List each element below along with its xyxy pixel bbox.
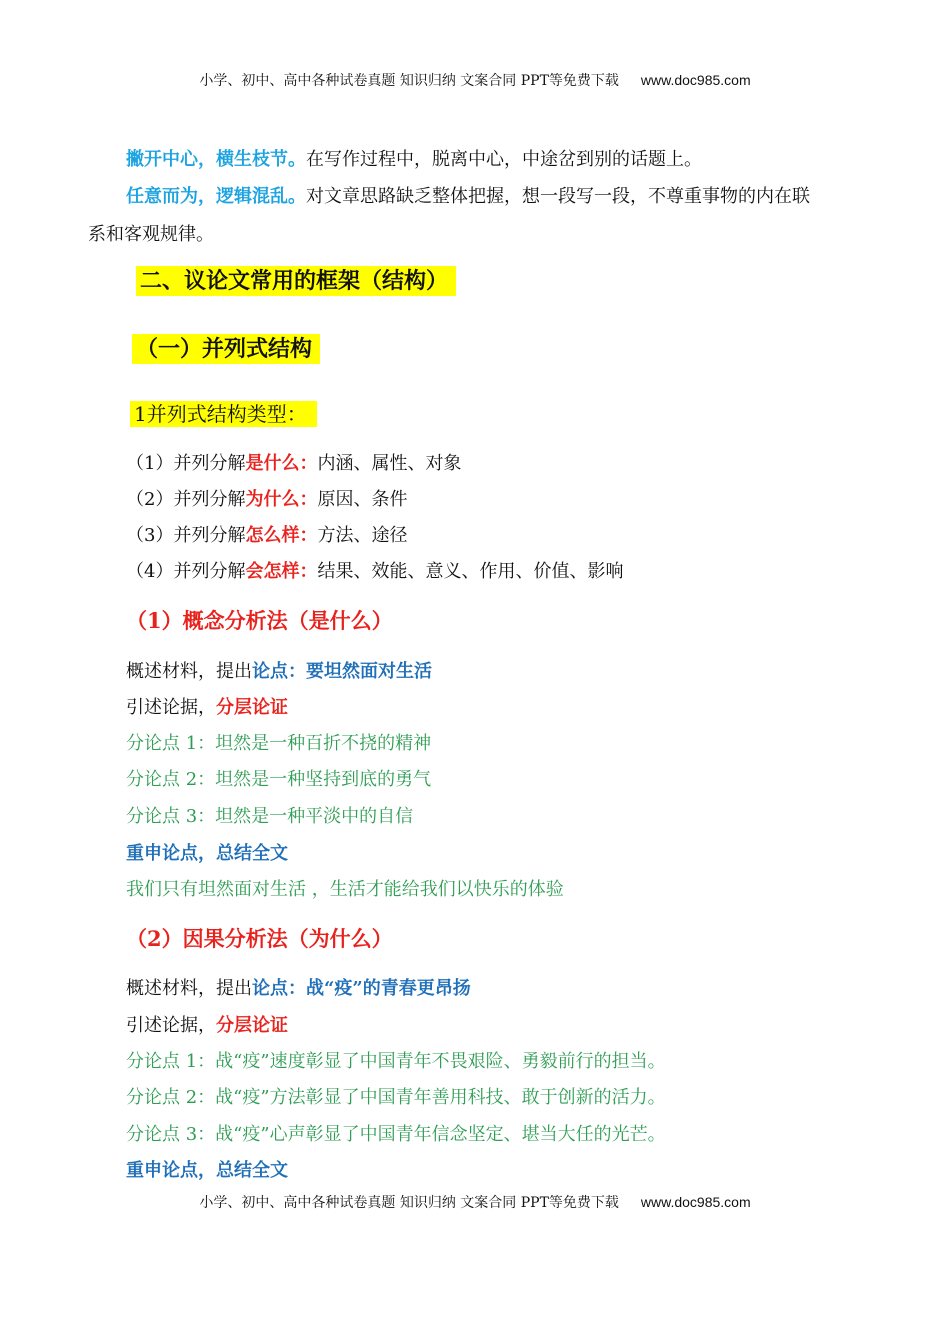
footer-url[interactable]: www.doc985.com (640, 1194, 751, 1210)
type-item: （1）并列分解是什么：内涵、属性、对象 (126, 453, 462, 474)
method1-point: 分论点 1：坦然是一种百折不挠的精神 (126, 733, 432, 754)
method2-point: 分论点 2：战“疫”方法彰显了中国青年善用科技、敢于创新的活力。 (126, 1087, 666, 1108)
method2-point: 分论点 3：战“疫”心声彰显了中国青年信念坚定、堪当大任的光芒。 (126, 1124, 666, 1145)
intro-paragraph-1 (126, 145, 702, 171)
footer-text: 小学、初中、高中各种试卷真题 知识归纳 文案合同 PPT等免费下载 (199, 1195, 619, 1211)
type-item: （4）并列分解会怎样：结果、效能、意义、作用、价值、影响 (126, 561, 624, 582)
method1-line1: 概述材料，提出论点：要坦然面对生活 (126, 661, 432, 682)
header-text: 小学、初中、高中各种试卷真题 知识归纳 文案合同 PPT等免费下载 (199, 73, 619, 89)
method2-line1: 概述材料，提出论点：战“疫”的青春更昂扬 (126, 978, 471, 999)
method2-line2: 引述论据，分层论证 (126, 1015, 288, 1036)
method1-conclusion: 我们只有坦然面对生活 ，生活才能给我们以快乐的体验 (126, 879, 564, 900)
intro-p2-bold: 任意而为，逻辑混乱。 (126, 186, 306, 207)
method1-point: 分论点 2：坦然是一种坚持到底的勇气 (126, 769, 432, 790)
method1-point: 分论点 3：坦然是一种平淡中的自信 (126, 806, 414, 827)
type-item: （2）并列分解为什么：原因、条件 (126, 489, 408, 510)
intro-p2-text: 对文章思路缺乏整体把握，想一段写一段，不尊重事物的内在联 (306, 186, 810, 207)
method2-title: （2）因果分析法（为什么） (126, 926, 393, 951)
intro-paragraph-2-cont: 系和客观规律。 (88, 224, 214, 245)
method1-title: （1）概念分析法（是什么） (126, 608, 393, 633)
intro-p1-bold: 撇开中心，横生枝节。 (126, 149, 306, 170)
type-item: （3）并列分解怎么样：方法、途径 (126, 525, 408, 546)
header-url[interactable]: www.doc985.com (640, 72, 751, 88)
method2-point: 分论点 1：战“疫”速度彰显了中国青年不畏艰险、勇毅前行的担当。 (126, 1051, 666, 1072)
method1-line2: 引述论据，分层论证 (126, 697, 288, 718)
page-footer (0, 1192, 950, 1212)
page-header (0, 70, 950, 90)
intro-p1-text: 在写作过程中，脱离中心，中途岔到别的话题上。 (306, 149, 702, 170)
method1-restate: 重申论点，总结全文 (126, 843, 288, 864)
types-title: 1并列式结构类型： (130, 398, 317, 427)
subsection-title: （一）并列式结构 (132, 332, 320, 363)
intro-paragraph-2 (126, 182, 810, 208)
section-title: 二、议论文常用的框架（结构） (136, 264, 456, 295)
method2-restate: 重申论点，总结全文 (126, 1160, 288, 1181)
